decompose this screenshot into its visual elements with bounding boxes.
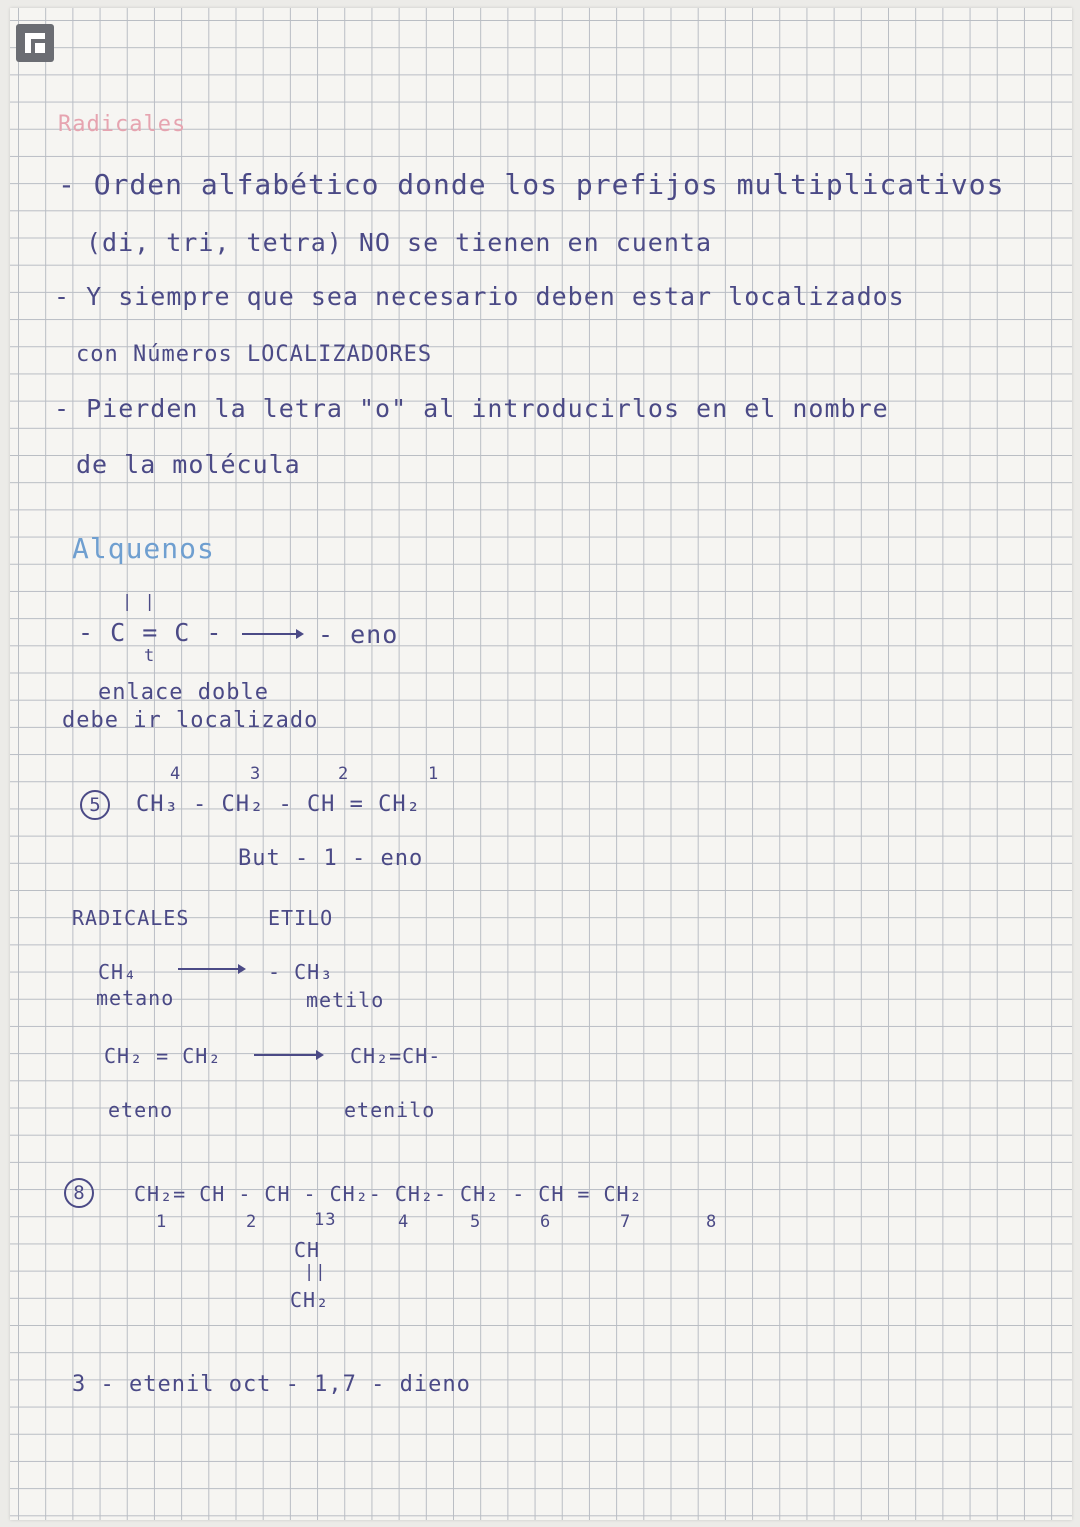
locant-1: 1 (428, 764, 440, 784)
locant-3: 3 (250, 764, 262, 784)
alquenos-double-bond-formula: - C = C - (78, 618, 223, 647)
metilo-name: metilo (306, 988, 385, 1012)
locant-6: 6 (540, 1212, 552, 1232)
locant-4: 4 (170, 764, 182, 784)
locant-3: 13 (314, 1210, 337, 1230)
alquenos-note-1: enlace doble (98, 680, 269, 705)
metilo-formula: - CH₃ (268, 960, 334, 984)
radicales-rule-1: - Orden alfabético donde los prefijos multiplicativos (58, 168, 1005, 201)
radicales-rule-3-cont: de la molécula (76, 450, 301, 479)
radicales-label: RADICALES (72, 906, 190, 930)
alquenos-note-2: debe ir localizado (62, 708, 319, 733)
locant-8: 8 (706, 1212, 718, 1232)
example5-formula: CH₃ - CH₂ - CH = CH₂ (136, 792, 421, 817)
example-number-8: 8 (64, 1178, 94, 1208)
eteno-formula: CH₂ = CH₂ (104, 1044, 222, 1068)
arrow-right-icon (242, 633, 302, 635)
radicales-heading: Radicales (58, 112, 187, 137)
locant-7: 7 (620, 1212, 632, 1232)
example5-name: But - 1 - eno (238, 846, 424, 871)
metano-name: metano (96, 986, 175, 1010)
radicales-rule-2: - Y siempre que sea necesario deben estar localizados (54, 282, 905, 311)
branch-ch2: CH₂ (290, 1288, 330, 1312)
alquenos-bond-mark: t (144, 646, 156, 666)
etenilo-name: etenilo (344, 1098, 436, 1122)
example8-name: 3 - etenil oct - 1,7 - dieno (72, 1372, 471, 1397)
arrow-right-icon (254, 1054, 322, 1056)
knowunity-logo-icon (16, 24, 54, 62)
locant-5: 5 (470, 1212, 482, 1232)
metano-formula: CH₄ (98, 960, 138, 984)
alquenos-heading: Alquenos (72, 532, 215, 565)
etilo-label: ETILO (268, 906, 334, 930)
arrow-right-icon (178, 968, 244, 970)
branch-double-bond: || (304, 1262, 327, 1282)
etenilo-formula: CH₂=CH- (350, 1044, 442, 1068)
locant-2: 2 (246, 1212, 258, 1232)
example-number-5: 5 (80, 790, 110, 820)
branch-ch: CH (294, 1238, 321, 1262)
radicales-rule-1-cont: (di, tri, tetra) NO se tienen en cuenta (86, 228, 712, 257)
eteno-name: eteno (108, 1098, 174, 1122)
alquenos-bond-ticks: | | (122, 592, 156, 612)
locant-2: 2 (338, 764, 350, 784)
locant-4: 4 (398, 1212, 410, 1232)
alquenos-suffix: - eno (318, 620, 399, 649)
example8-formula: CH₂= CH - CH - CH₂- CH₂- CH₂ - CH = CH₂ (134, 1182, 643, 1206)
radicales-rule-3: - Pierden la letra "o" al introducirlos en el nombre (54, 394, 889, 423)
radicales-rule-2-cont: con Números LOCALIZADORES (76, 342, 433, 367)
locant-1: 1 (156, 1212, 168, 1232)
